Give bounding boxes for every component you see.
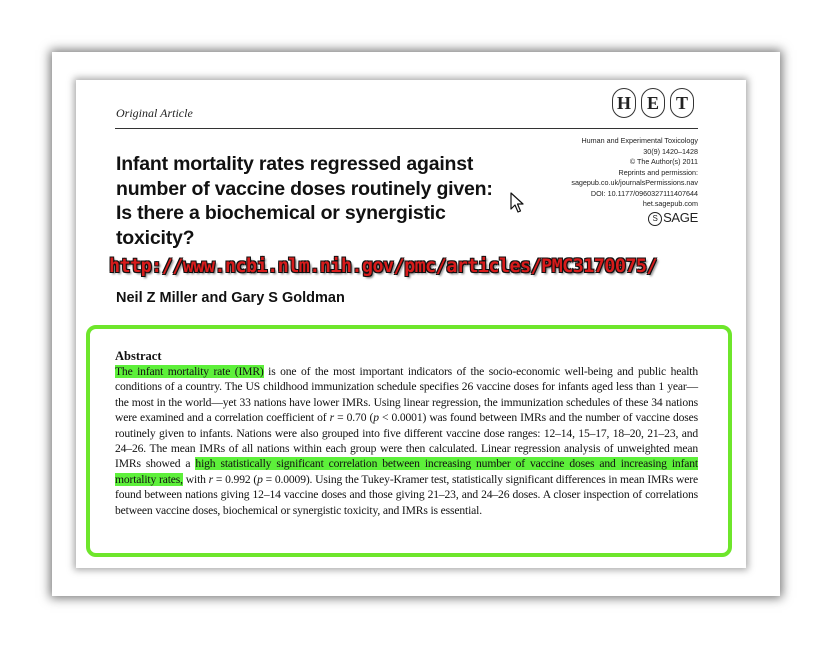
het-logo: [612, 88, 698, 120]
url-overlay: http://www.ncbi.nlm.nih.gov/pmc/articles/PMC3170075/: [109, 256, 657, 277]
abstract-span: = 0.0009). Using the Tukey-Kramer test, statistically significant differences in mean IMRs were found between nations giving 12–14 vaccine doses and those giving 21–23, and 24–26 doses. A closer inspection of correlations between vaccine doses, biochemical or synergistic toxicity, and IMRs is essential.: [115, 472, 698, 517]
abstract-span: = 0.70 (: [334, 411, 374, 425]
journal-volume: 30(9) 1420–1428: [643, 146, 698, 156]
highlight-imr: The infant mortality rate (IMR): [115, 365, 264, 378]
doi: DOI: 10.1177/0960327111407644: [590, 188, 698, 198]
abstract-italic: p: [373, 411, 379, 425]
journal-site-link[interactable]: het.sagepub.com: [642, 199, 698, 208]
abstract-span: is one of the most important indicators of the socio-economic well-being and public health conditions of a country. The US childhood immunization schedule specifies 26 vaccine doses for infants aged less than 1 year—the most in the world—yet 33 nations have lower IMRs. Using linear regression, the immunization schedules of these 34 nations were examined and a correlation coefficient of: [115, 365, 698, 425]
article-title: Infant mortality rates regressed against number of vaccine doses routinely given: Is there a biochemical or synergistic toxicity?: [116, 153, 493, 249]
logo-letter-e: E: [641, 88, 665, 118]
header-rule: [115, 128, 698, 129]
highlight-correlation: high statistically significant correlation between increasing number of vaccine doses and increasing infant mortality rates,: [115, 457, 699, 486]
logo-letter-t: T: [670, 88, 694, 118]
section-label: Original Article: [116, 106, 193, 120]
abstract-span: = 0.992 (: [213, 472, 258, 486]
permissions-link[interactable]: sagepub.co.uk/journalsPermissions.nav: [571, 178, 698, 187]
journal-name: Human and Experimental Toxicology: [581, 136, 698, 145]
logo-letter-h: H: [612, 88, 636, 118]
mouse-pointer-icon: [510, 192, 524, 214]
abstract-italic: r: [208, 472, 214, 486]
sage-badge: S: [648, 212, 662, 226]
abstract-italic: r: [329, 411, 334, 425]
reprints-label: Reprints and permission:: [618, 167, 698, 177]
abstract-heading: Abstract: [115, 349, 162, 363]
copyright: © The Author(s) 2011: [629, 157, 698, 166]
abstract-text: [115, 364, 698, 518]
authors: Neil Z Miller and Gary S Goldman: [116, 290, 345, 306]
abstract-span: < 0.0001) was found between IMRs and the number of vaccine doses routinely given to infants. Nations were also grouped into five different vaccine dose ranges: 12–14, 15–17, 18–20, 21–23, and 24–26. The mean IMRs of all nations within each group were then calculated. Linear regression analysis of unweighted mean IMRs showed a: [115, 411, 698, 471]
abstract-span: with: [182, 472, 209, 486]
journal-meta: [520, 136, 698, 210]
sage-logo: [628, 210, 698, 226]
abstract-italic: p: [257, 472, 263, 486]
sage-wordmark: SAGE: [663, 210, 698, 225]
